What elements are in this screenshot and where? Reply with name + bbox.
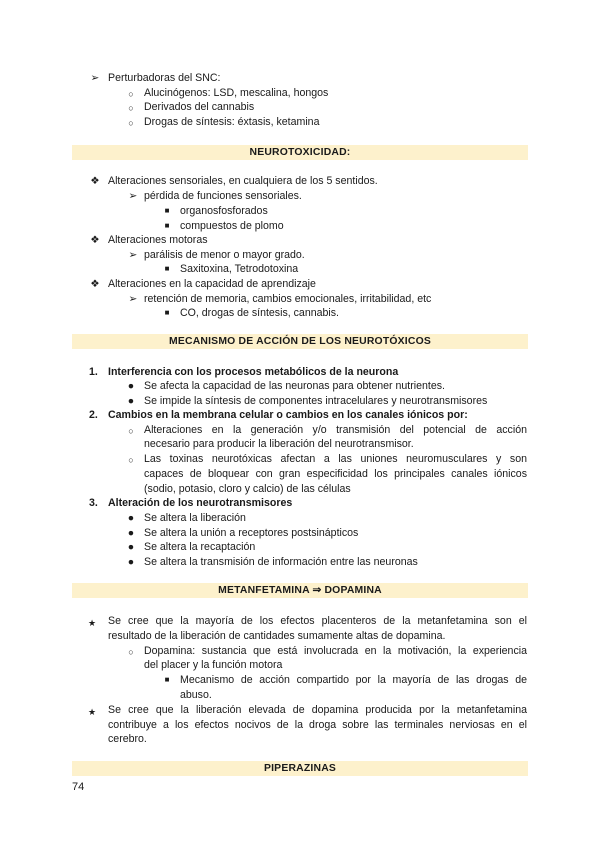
arrow-bullet-icon: ➢ [128, 190, 138, 202]
mecanismo-item-title: Cambios en la membrana celular o cambios en los canales iónicos por: [108, 409, 468, 421]
snc-title: Perturbadoras del SNC: [108, 72, 221, 84]
dot-bullet-icon: ● [127, 527, 135, 539]
neurotox-example: compuestos de plomo [180, 220, 284, 232]
square-bullet-icon: ■ [164, 206, 170, 215]
circle-bullet-icon: ○ [128, 455, 134, 465]
section-heading-piperazinas: PIPERAZINAS [72, 761, 528, 776]
neurotox-example: organosfosforados [180, 205, 268, 217]
section-heading-neurotoxicidad: NEUROTOXICIDAD: [72, 145, 528, 160]
circle-bullet-icon: ○ [128, 118, 134, 128]
diamond-bullet-icon: ❖ [90, 175, 100, 187]
mecanismo-subitem: Se impide la síntesis de componentes intracelulares y neurotransmisores [144, 395, 488, 407]
metanfetamina-paragraph: contribuye a los efectos nocivos de la droga sobre las terminales nerviosas en el [108, 719, 527, 731]
dot-bullet-icon: ● [127, 395, 135, 407]
list-number: 3. [89, 497, 98, 509]
star-bullet-icon: ★ [87, 618, 97, 628]
circle-bullet-icon: ○ [128, 647, 134, 657]
mecanismo-subitem: Se altera la recaptación [144, 541, 256, 553]
dot-bullet-icon: ● [127, 556, 135, 568]
arrow-bullet-icon: ➢ [128, 249, 138, 261]
star-bullet-icon: ★ [87, 707, 97, 717]
snc-item: Derivados del cannabis [144, 101, 255, 113]
mecanismo-subitem: Alteraciones en la generación y/o transmisión del potencial de acción [144, 424, 527, 436]
snc-item: Alucinógenos: LSD, mescalina, hongos [144, 87, 329, 99]
metanfetamina-paragraph: Se cree que la mayoría de los efectos placenteros de la metanfetamina son el [108, 615, 527, 627]
circle-bullet-icon: ○ [128, 426, 134, 436]
square-bullet-icon: ■ [164, 221, 170, 230]
dopamina-definition: Dopamina: sustancia que está involucrada en la motivación, la experiencia [144, 645, 527, 657]
section-heading-mecanismo: MECANISMO DE ACCIÓN DE LOS NEUROTÓXICOS [72, 334, 528, 349]
neurotox-example: CO, drogas de síntesis, cannabis. [180, 307, 339, 319]
metanfetamina-paragraph: Se cree que la liberación elevada de dopamina producida por la metanfetamina [108, 704, 527, 716]
square-bullet-icon: ■ [164, 264, 170, 273]
neurotox-item: Alteraciones sensoriales, en cualquiera de los 5 sentidos. [108, 175, 378, 187]
diamond-bullet-icon: ❖ [90, 278, 100, 290]
mecanismo-subitem: Se altera la transmisión de información entre las neuronas [144, 556, 418, 568]
dot-bullet-icon: ● [127, 541, 135, 553]
neurotox-subitem: parálisis de menor o mayor grado. [144, 249, 305, 261]
neurotox-item: Alteraciones motoras [108, 234, 208, 246]
metanfetamina-paragraph: resultado de la liberación de cantidades sumamente altas de dopamina. [108, 630, 446, 642]
diamond-bullet-icon: ❖ [90, 234, 100, 246]
list-number: 2. [89, 409, 98, 421]
page-number: 74 [72, 781, 85, 793]
dopamina-definition: del placer y la función motora [144, 659, 283, 671]
section-heading-metanfetamina: METANFETAMINA ⇒ DOPAMINA [72, 583, 528, 598]
mecanismo-subitem: Se afecta la capacidad de las neuronas para obtener nutrientes. [144, 380, 445, 392]
dopamina-note: Mecanismo de acción compartido por la mayoría de las drogas de [180, 674, 527, 686]
arrow-bullet-icon: ➢ [128, 293, 138, 305]
mecanismo-subitem: Se altera la liberación [144, 512, 246, 524]
mecanismo-item-title: Interferencia con los procesos metabólicos de la neurona [108, 366, 399, 378]
neurotox-subitem: retención de memoria, cambios emocionales, irritabilidad, etc [144, 293, 432, 305]
neurotox-example: Saxitoxina, Tetrodotoxina [180, 263, 299, 275]
square-bullet-icon: ■ [164, 675, 170, 684]
mecanismo-subitem: Las toxinas neurotóxicas afectan a las uniones neuromusculares y son [144, 453, 527, 465]
metanfetamina-paragraph: cerebro. [108, 733, 147, 745]
list-number: 1. [89, 366, 98, 378]
neurotox-subitem: pérdida de funciones sensoriales. [144, 190, 302, 202]
mecanismo-subitem: necesario para producir la liberación del neurotransmisor. [144, 438, 414, 450]
mecanismo-subitem: (sodio, potasio, cloro y calcio) de las células [144, 483, 351, 495]
mecanismo-item-title: Alteración de los neurotransmisores [108, 497, 293, 509]
circle-bullet-icon: ○ [128, 103, 134, 113]
circle-bullet-icon: ○ [128, 89, 134, 99]
dot-bullet-icon: ● [127, 380, 135, 392]
mecanismo-subitem: Se altera la unión a receptores postsinápticos [144, 527, 359, 539]
snc-item: Drogas de síntesis: éxtasis, ketamina [144, 116, 320, 128]
square-bullet-icon: ■ [164, 308, 170, 317]
neurotox-item: Alteraciones en la capacidad de aprendizaje [108, 278, 316, 290]
dopamina-note: abuso. [180, 689, 212, 701]
dot-bullet-icon: ● [127, 512, 135, 524]
mecanismo-subitem: capaces de bloquear con gran especificidad los principales canales iónicos [144, 468, 527, 480]
arrow-bullet-icon: ➢ [90, 72, 100, 84]
